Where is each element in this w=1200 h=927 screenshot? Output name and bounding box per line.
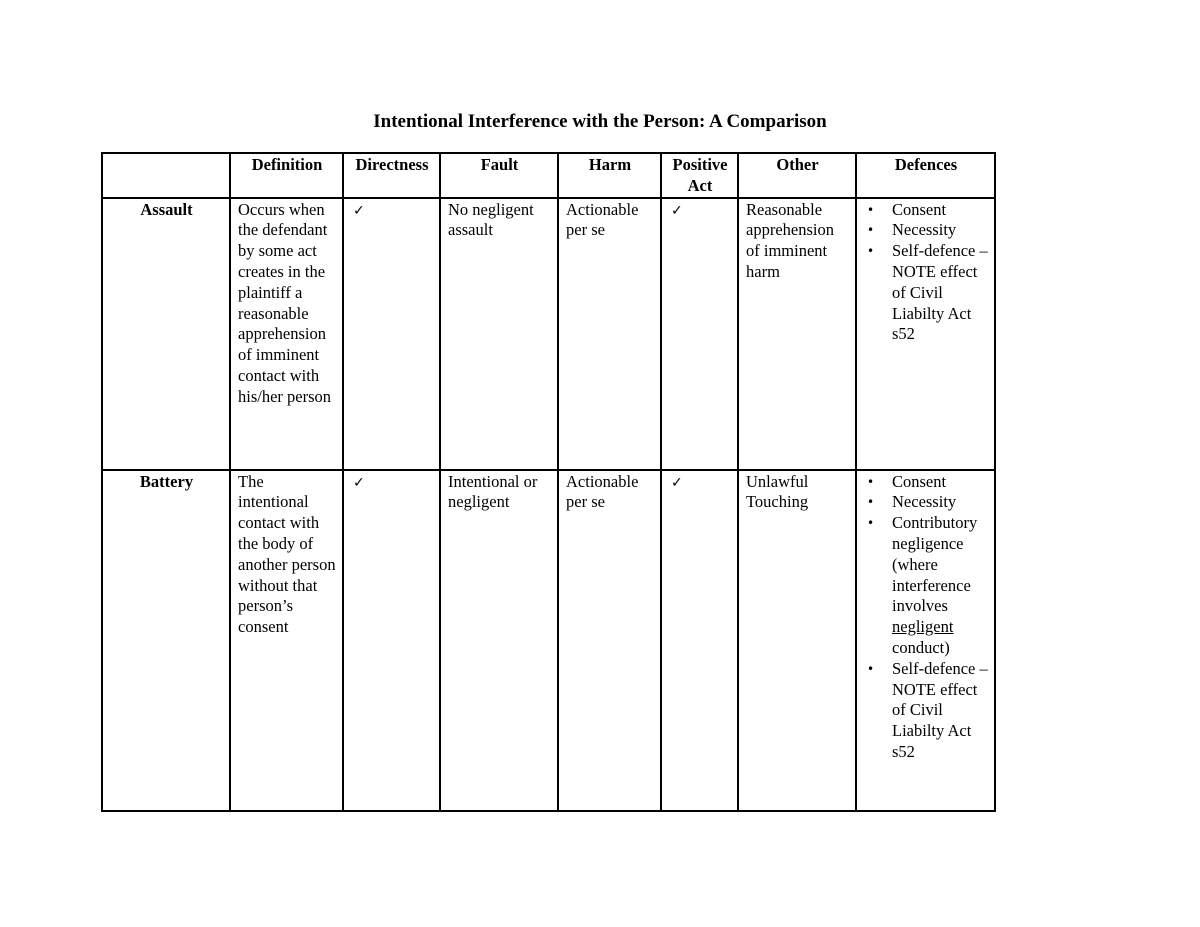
check-icon: ✓ xyxy=(353,202,365,219)
assault-directness xyxy=(343,198,440,470)
header-directness: Directness xyxy=(343,153,440,198)
header-positive-act xyxy=(661,153,738,198)
defence-text: Consent xyxy=(892,199,947,219)
defence-text: Contributory negligence (where interference involves xyxy=(892,513,978,616)
list-item xyxy=(864,492,988,513)
bullet-icon: • xyxy=(867,516,875,531)
table-row-battery xyxy=(102,470,995,811)
header-positive-act-line-1: Positive xyxy=(672,155,728,174)
header-row xyxy=(102,153,995,198)
header-defences: Defences xyxy=(856,153,995,198)
header-harm: Harm xyxy=(558,153,661,198)
defence-text: Necessity xyxy=(892,492,957,512)
defence-text: Consent xyxy=(892,471,947,491)
check-icon: ✓ xyxy=(671,202,683,219)
defence-text: Necessity xyxy=(892,220,957,240)
battery-harm: Actionable per se xyxy=(558,470,661,811)
defences-list xyxy=(864,200,988,346)
comparison-table xyxy=(101,152,996,812)
row-label-assault: Assault xyxy=(102,198,230,470)
battery-directness xyxy=(343,470,440,811)
defence-text: conduct) xyxy=(892,637,950,657)
battery-definition: The intentional contact with the body of another person without that person’s consent xyxy=(230,470,343,811)
list-item xyxy=(864,241,988,345)
bullet-icon: • xyxy=(867,661,875,676)
defences-list xyxy=(864,472,988,763)
bullet-icon: • xyxy=(867,244,875,259)
list-item xyxy=(864,472,988,493)
assault-defences xyxy=(856,198,995,470)
assault-other: Reasonable apprehension of imminent harm xyxy=(738,198,856,470)
battery-fault: Intentional or negligent xyxy=(440,470,558,811)
table-row-assault xyxy=(102,198,995,470)
list-item xyxy=(864,659,988,763)
list-item xyxy=(864,220,988,241)
bullet-icon: • xyxy=(867,495,875,510)
battery-defences xyxy=(856,470,995,811)
header-empty-cell xyxy=(102,153,230,198)
header-fault: Fault xyxy=(440,153,558,198)
defence-text-underlined: negligent xyxy=(892,617,954,637)
header-other: Other xyxy=(738,153,856,198)
battery-positive-act xyxy=(661,470,738,811)
list-item xyxy=(864,200,988,221)
bullet-icon: • xyxy=(867,474,875,489)
battery-other: Unlawful Touching xyxy=(738,470,856,811)
check-icon: ✓ xyxy=(353,474,365,491)
list-item xyxy=(864,513,988,659)
defence-text: Self-defence – NOTE effect of Civil Liabilty Act s52 xyxy=(892,241,988,344)
assault-harm: Actionable per se xyxy=(558,198,661,470)
assault-positive-act xyxy=(661,198,738,470)
bullet-icon: • xyxy=(867,202,875,217)
assault-definition: Occurs when the defendant by some act creates in the plaintiff a reasonable apprehension of imminent contact with his/her person xyxy=(230,198,343,470)
row-label-battery: Battery xyxy=(102,470,230,811)
assault-fault: No negligent assault xyxy=(440,198,558,470)
header-definition: Definition xyxy=(230,153,343,198)
page-title: Intentional Interference with the Person: A Comparison xyxy=(373,111,827,132)
bullet-icon: • xyxy=(867,223,875,238)
defence-text: Self-defence – NOTE effect of Civil Liabilty Act s52 xyxy=(892,658,988,761)
header-positive-act-line-2: Act xyxy=(687,175,713,195)
check-icon: ✓ xyxy=(671,474,683,491)
